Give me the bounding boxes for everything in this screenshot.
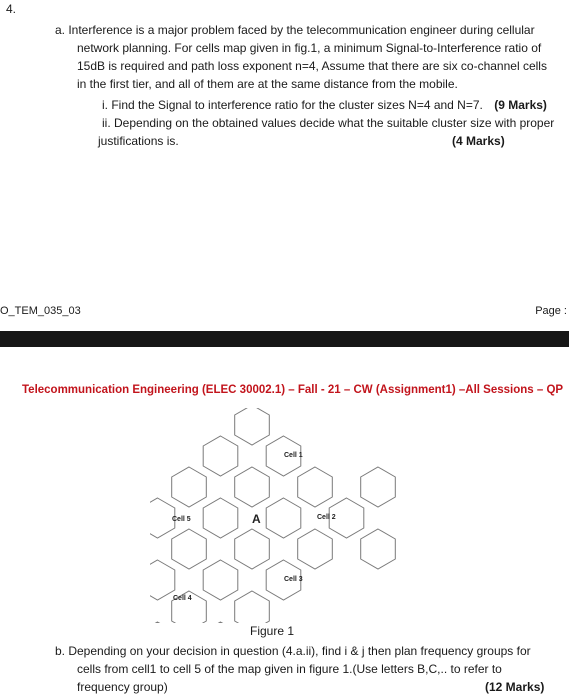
figure-caption: Figure 1 (250, 624, 295, 638)
center-cell-label: A (252, 512, 261, 526)
item-i-text: i. Find the Signal to interference ratio for the cluster sizes N=4 and N=7. (102, 98, 483, 112)
item-ii-line-1: ii. Depending on the obtained values decide what the suitable cluster size with proper (102, 116, 555, 130)
cell-2-label: Cell 2 (317, 514, 336, 521)
hexagon-cell (298, 467, 333, 507)
question-number: 4. (6, 2, 17, 16)
hexagon-cell (172, 467, 207, 507)
hexagon-cell (298, 529, 333, 569)
cell-4-label: Cell 4 (173, 595, 192, 602)
item-i (102, 97, 547, 114)
item-i-marks: (9 Marks) (494, 98, 547, 112)
part-b-line-2: cells from cell1 to cell 5 of the map given in figure 1.(Use letters B,C,.. to refer to (77, 662, 502, 676)
hexagon-cell (235, 408, 270, 445)
document-code: O_TEM_035_03 (0, 305, 81, 317)
part-a-line-1: a. Interference is a major problem faced by the telecommunication engineer during cellular (55, 23, 535, 37)
page-label: Page : (535, 305, 567, 317)
part-b-line-1: b. Depending on your decision in question (4.a.ii), find i & j then plan frequency groups for (55, 644, 531, 658)
cell-map-figure (150, 408, 400, 623)
hexagon-cell (203, 498, 238, 538)
part-a-line-4: in the first tier, and all of them are at the same distance from the mobile. (77, 77, 458, 91)
hexagon-cell (361, 467, 396, 507)
page-separator-bar (0, 331, 569, 347)
part-b-line-3: frequency group) (77, 680, 168, 694)
hexagon-cell (172, 529, 207, 569)
hexagon-cell (203, 436, 238, 476)
hexagon-cell (235, 591, 270, 623)
cell-1-label: Cell 1 (284, 452, 303, 459)
item-ii-marks: (4 Marks) (452, 134, 505, 148)
part-a-line-2: network planning. For cells map given in fig.1, a minimum Signal-to-Interference ratio of (77, 41, 542, 55)
hexagon-cell (150, 560, 175, 600)
cell-5-label: Cell 5 (172, 516, 191, 523)
cell-3-label: Cell 3 (284, 576, 303, 583)
part-b-marks: (12 Marks) (485, 680, 545, 694)
course-header-title: Telecommunication Engineering (ELEC 30002.1) – Fall - 21 – CW (Assignment1) –All Sessions – QP (22, 384, 564, 396)
item-ii-line-2: justifications is. (98, 134, 179, 148)
hexagon-cell (235, 529, 270, 569)
hexagon-cell (203, 560, 238, 600)
hexagon-cell (150, 622, 175, 623)
hexagon-cell (203, 622, 238, 623)
hexagon-cell (361, 529, 396, 569)
hexagon-cell (235, 467, 270, 507)
part-a-line-3: 15dB is required and path loss exponent n=4, Assume that there are six co-channel cells (77, 59, 547, 73)
hexagon-cell (266, 498, 301, 538)
